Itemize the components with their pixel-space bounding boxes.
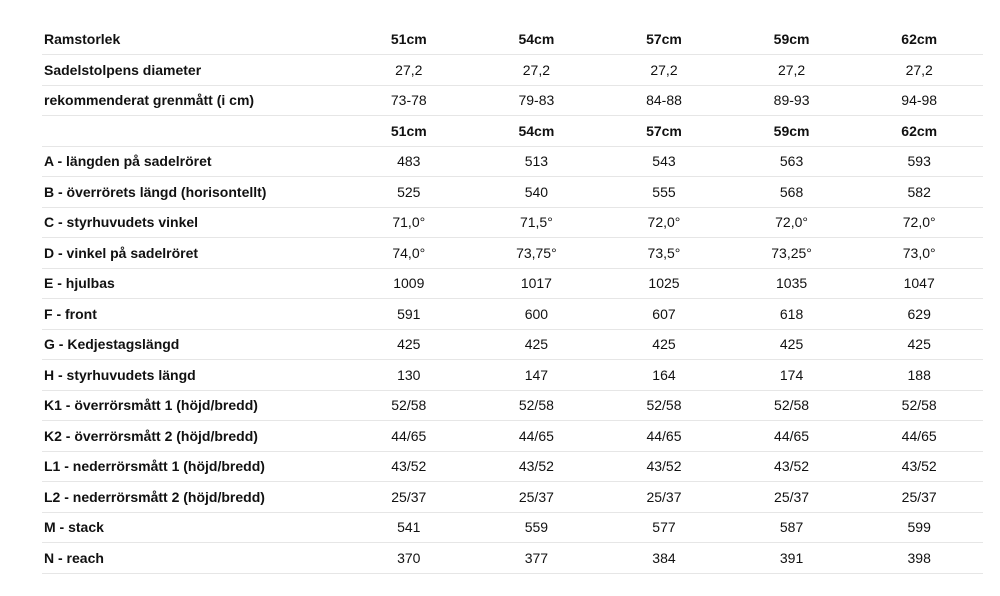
table-row bbox=[42, 543, 983, 574]
row-value: 525 bbox=[345, 177, 473, 208]
row-value: 25/37 bbox=[473, 482, 601, 513]
row-value: 72,0° bbox=[855, 207, 983, 238]
geometry-header-row bbox=[42, 116, 983, 147]
row-value: 1009 bbox=[345, 268, 473, 299]
row-value: 94-98 bbox=[855, 85, 983, 116]
row-value: 27,2 bbox=[473, 55, 601, 86]
row-label: rekommenderat grenmått (i cm) bbox=[42, 85, 345, 116]
row-value: 1035 bbox=[728, 268, 856, 299]
row-value: 591 bbox=[345, 299, 473, 330]
row-value: 71,5° bbox=[473, 207, 601, 238]
row-value: 483 bbox=[345, 146, 473, 177]
table-row bbox=[42, 55, 983, 86]
frame-size-header: 62cm bbox=[855, 116, 983, 147]
row-value: 563 bbox=[728, 146, 856, 177]
row-value: 559 bbox=[473, 512, 601, 543]
row-value: 44/65 bbox=[855, 421, 983, 452]
row-value: 618 bbox=[728, 299, 856, 330]
geometry-table-body bbox=[42, 24, 983, 573]
frame-size-header: 54cm bbox=[473, 116, 601, 147]
frame-size-header: 57cm bbox=[600, 24, 728, 55]
row-label: K2 - överrörsmått 2 (höjd/bredd) bbox=[42, 421, 345, 452]
row-value: 543 bbox=[600, 146, 728, 177]
row-value: 568 bbox=[728, 177, 856, 208]
table-row bbox=[42, 268, 983, 299]
row-value: 72,0° bbox=[728, 207, 856, 238]
header-label: Ramstorlek bbox=[42, 24, 345, 55]
table-row bbox=[42, 512, 983, 543]
row-label: K1 - överrörsmått 1 (höjd/bredd) bbox=[42, 390, 345, 421]
row-value: 577 bbox=[600, 512, 728, 543]
row-value: 44/65 bbox=[728, 421, 856, 452]
table-row bbox=[42, 146, 983, 177]
row-label: F - front bbox=[42, 299, 345, 330]
row-value: 27,2 bbox=[600, 55, 728, 86]
row-value: 25/37 bbox=[600, 482, 728, 513]
row-value: 43/52 bbox=[855, 451, 983, 482]
row-value: 513 bbox=[473, 146, 601, 177]
row-value: 425 bbox=[728, 329, 856, 360]
row-value: 130 bbox=[345, 360, 473, 391]
table-row bbox=[42, 177, 983, 208]
row-value: 44/65 bbox=[600, 421, 728, 452]
frame-size-header: 59cm bbox=[728, 116, 856, 147]
row-value: 43/52 bbox=[345, 451, 473, 482]
row-label: E - hjulbas bbox=[42, 268, 345, 299]
row-value: 188 bbox=[855, 360, 983, 391]
frame-size-header: 62cm bbox=[855, 24, 983, 55]
frame-size-header: 51cm bbox=[345, 24, 473, 55]
table-row bbox=[42, 451, 983, 482]
row-value: 89-93 bbox=[728, 85, 856, 116]
row-value: 600 bbox=[473, 299, 601, 330]
table-row bbox=[42, 482, 983, 513]
table-row bbox=[42, 360, 983, 391]
row-value: 27,2 bbox=[345, 55, 473, 86]
row-value: 599 bbox=[855, 512, 983, 543]
row-value: 425 bbox=[600, 329, 728, 360]
row-value: 52/58 bbox=[345, 390, 473, 421]
row-value: 370 bbox=[345, 543, 473, 574]
row-value: 174 bbox=[728, 360, 856, 391]
row-value: 52/58 bbox=[728, 390, 856, 421]
row-label: C - styrhuvudets vinkel bbox=[42, 207, 345, 238]
row-value: 425 bbox=[473, 329, 601, 360]
row-value: 1025 bbox=[600, 268, 728, 299]
row-label: A - längden på sadelröret bbox=[42, 146, 345, 177]
row-value: 1047 bbox=[855, 268, 983, 299]
geometry-table bbox=[42, 24, 983, 574]
row-value: 43/52 bbox=[728, 451, 856, 482]
row-label: L2 - nederrörsmått 2 (höjd/bredd) bbox=[42, 482, 345, 513]
table-row bbox=[42, 329, 983, 360]
row-value: 25/37 bbox=[345, 482, 473, 513]
frame-size-header: 57cm bbox=[600, 116, 728, 147]
row-value: 1017 bbox=[473, 268, 601, 299]
row-value: 425 bbox=[345, 329, 473, 360]
row-value: 74,0° bbox=[345, 238, 473, 269]
row-value: 72,0° bbox=[600, 207, 728, 238]
row-value: 84-88 bbox=[600, 85, 728, 116]
row-value: 391 bbox=[728, 543, 856, 574]
row-value: 587 bbox=[728, 512, 856, 543]
table-row bbox=[42, 238, 983, 269]
row-value: 25/37 bbox=[855, 482, 983, 513]
row-value: 25/37 bbox=[728, 482, 856, 513]
table-row bbox=[42, 207, 983, 238]
row-label: H - styrhuvudets längd bbox=[42, 360, 345, 391]
row-value: 73,25° bbox=[728, 238, 856, 269]
row-label: G - Kedjestagslängd bbox=[42, 329, 345, 360]
row-value: 555 bbox=[600, 177, 728, 208]
row-value: 43/52 bbox=[600, 451, 728, 482]
row-value: 593 bbox=[855, 146, 983, 177]
header-label bbox=[42, 116, 345, 147]
table-row bbox=[42, 85, 983, 116]
row-value: 540 bbox=[473, 177, 601, 208]
row-value: 44/65 bbox=[473, 421, 601, 452]
frame-size-header: 54cm bbox=[473, 24, 601, 55]
row-label: Sadelstolpens diameter bbox=[42, 55, 345, 86]
frame-size-header: 59cm bbox=[728, 24, 856, 55]
row-label: D - vinkel på sadelröret bbox=[42, 238, 345, 269]
row-value: 607 bbox=[600, 299, 728, 330]
row-value: 384 bbox=[600, 543, 728, 574]
row-value: 27,2 bbox=[855, 55, 983, 86]
frame-size-header-row bbox=[42, 24, 983, 55]
row-label: L1 - nederrörsmått 1 (höjd/bredd) bbox=[42, 451, 345, 482]
row-value: 73,0° bbox=[855, 238, 983, 269]
row-value: 27,2 bbox=[728, 55, 856, 86]
row-value: 164 bbox=[600, 360, 728, 391]
row-value: 73-78 bbox=[345, 85, 473, 116]
row-value: 52/58 bbox=[473, 390, 601, 421]
row-value: 629 bbox=[855, 299, 983, 330]
frame-size-header: 51cm bbox=[345, 116, 473, 147]
row-value: 52/58 bbox=[600, 390, 728, 421]
row-value: 43/52 bbox=[473, 451, 601, 482]
row-value: 147 bbox=[473, 360, 601, 391]
row-label: M - stack bbox=[42, 512, 345, 543]
row-value: 425 bbox=[855, 329, 983, 360]
row-value: 73,5° bbox=[600, 238, 728, 269]
row-value: 79-83 bbox=[473, 85, 601, 116]
table-row bbox=[42, 421, 983, 452]
row-label: N - reach bbox=[42, 543, 345, 574]
geometry-table-container bbox=[42, 24, 983, 574]
table-row bbox=[42, 299, 983, 330]
row-value: 44/65 bbox=[345, 421, 473, 452]
row-label: B - överrörets längd (horisontellt) bbox=[42, 177, 345, 208]
row-value: 52/58 bbox=[855, 390, 983, 421]
row-value: 541 bbox=[345, 512, 473, 543]
row-value: 582 bbox=[855, 177, 983, 208]
table-row bbox=[42, 390, 983, 421]
row-value: 377 bbox=[473, 543, 601, 574]
row-value: 398 bbox=[855, 543, 983, 574]
row-value: 73,75° bbox=[473, 238, 601, 269]
row-value: 71,0° bbox=[345, 207, 473, 238]
